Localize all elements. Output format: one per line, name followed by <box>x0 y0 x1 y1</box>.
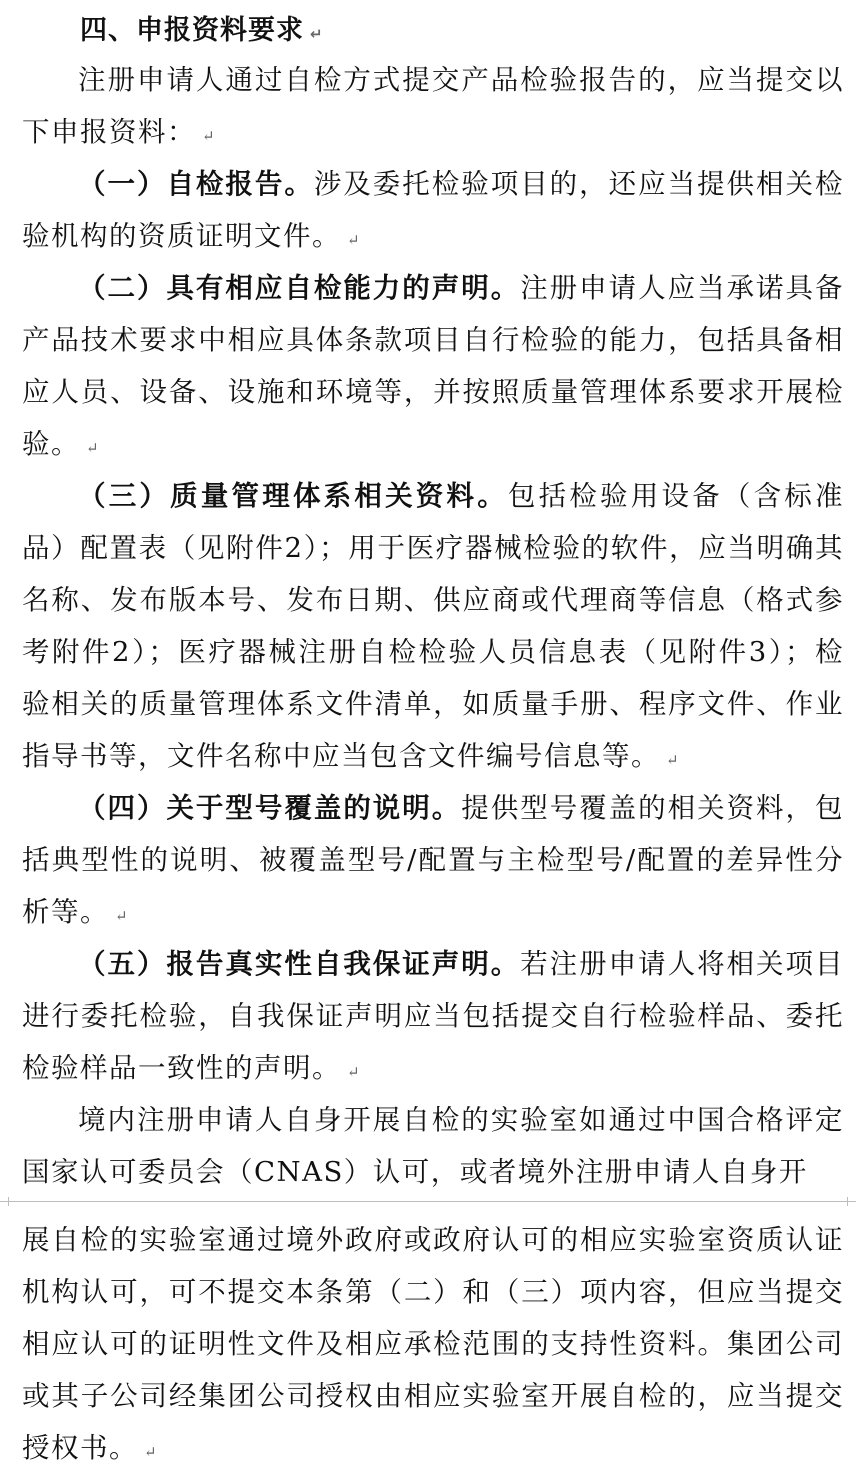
paragraph-mark-icon: ↵ <box>666 751 679 769</box>
paragraph-text: 包括检验用设备（含标准品）配置表（见附件2）；用于医疗器械检验的软件，应当明确其名称、发布版本号、发布日期、供应商或代理商等信息（格式参考附件2）；医疗器械注册自检检验人员信息表（见附件3）；检验相关的质量管理体系文件清单，如质量手册、程序文件、作业指导书等，文件名称中应当包含文件编号信息等。 <box>22 480 845 772</box>
paragraph-text: 提供型号覆盖的相关资料，包括典型性的说明、被覆盖型号/配置与主检型号/配置的差异性分析等。 <box>22 792 845 928</box>
paragraph-bold-lead: （四）关于型号覆盖的说明。 <box>78 792 462 824</box>
paragraph-item-1 <box>22 158 844 266</box>
paragraph-bold-lead: （二）具有相应自检能力的声明。 <box>78 272 521 304</box>
paragraph-bold-lead: （三）质量管理体系相关资料。 <box>78 480 508 512</box>
paragraph-bold-lead: （一）自检报告。 <box>78 168 314 200</box>
paragraph-mark-icon: ↵ <box>144 1443 157 1461</box>
paragraph-cnas-part-1 <box>22 1094 844 1198</box>
paragraph-cnas-part-2 <box>22 1214 844 1478</box>
paragraph-mark-icon: ↵ <box>202 127 215 145</box>
paragraph-item-4 <box>22 782 844 942</box>
paragraph-mark-icon: ↵ <box>310 25 323 43</box>
paragraph-text: 注册申请人通过自检方式提交产品检验报告的，应当提交以下申报资料： <box>22 64 844 148</box>
paragraph-text: 涉及委托检验项目的，还应当提供相关检验机构的资质证明文件。 <box>22 168 845 252</box>
section-heading-text: 四、申报资料要求 <box>80 15 304 46</box>
section-heading <box>80 8 323 47</box>
paragraph-item-2 <box>22 262 844 474</box>
paragraph-mark-icon: ↵ <box>347 231 360 249</box>
paragraph-text: 境内注册申请人自身开展自检的实验室如通过中国合格评定国家认可委员会（CNAS）认可，或者境外注册申请人自身开 <box>22 1104 844 1188</box>
paragraph-bold-lead: （五）报告真实性自我保证声明。 <box>78 948 521 980</box>
paragraph-intro <box>22 54 844 162</box>
paragraph-item-5 <box>22 938 844 1098</box>
page-break-divider <box>0 1197 856 1206</box>
paragraph-text: 展自检的实验室通过境外政府或政府认可的相应实验室资质认证机构认可，可不提交本条第（二）和（三）项内容，但应当提交相应认可的证明性文件及相应承检范围的支持性资料。集团公司或其子公司经集团公司授权由相应实验室开展自检的，应当提交授权书。 <box>22 1224 844 1464</box>
paragraph-mark-icon: ↵ <box>86 439 99 457</box>
paragraph-mark-icon: ↵ <box>115 907 128 925</box>
paragraph-text: 若注册申请人将相关项目进行委托检验，自我保证声明应当包括提交自行检验样品、委托检验样品一致性的声明。 <box>22 948 845 1084</box>
paragraph-text: 注册申请人应当承诺具备产品技术要求中相应具体条款项目自行检验的能力，包括具备相应人员、设备、设施和环境等，并按照质量管理体系要求开展检验。 <box>22 272 845 460</box>
paragraph-mark-icon: ↵ <box>347 1063 360 1081</box>
paragraph-item-3 <box>22 470 844 786</box>
